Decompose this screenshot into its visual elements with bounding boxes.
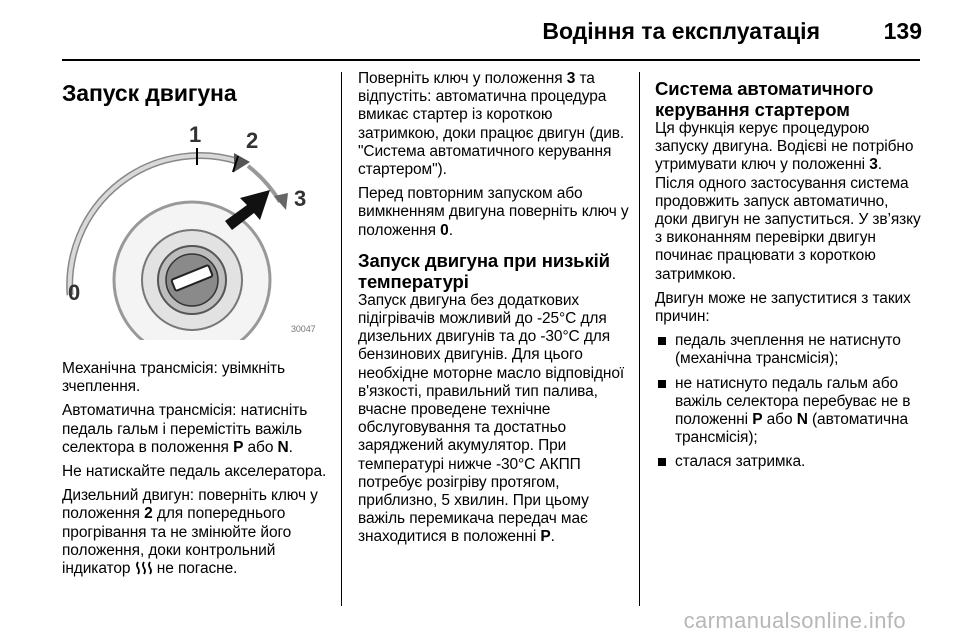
heading-engine-start: Запуск двигуна: [62, 80, 237, 106]
page-number: 139: [883, 18, 922, 44]
heading-cold-start: Запуск двигуна при низькій температурі: [358, 249, 610, 292]
para-function: Ця функція керує процедурою запуску двигуна. Водієві не потрібно утримувати ключ у положенні 3. Після одного застосування система продовжить запуск автоматично, доки двигун не запуститься. У зв’язку з виконанням перевірки двигун починає працювати з короткою затримкою.: [655, 120, 921, 283]
label-position-1: 1: [189, 122, 202, 147]
start-arrow-icon: [274, 193, 288, 210]
heading-starter-control: Система автоматичного керування стартером: [655, 78, 874, 120]
column-3: [655, 70, 923, 478]
reasons-list: [655, 332, 923, 471]
ignition-figure: [62, 120, 327, 340]
label-position-3: 3: [294, 186, 307, 211]
list-item: педаль зчеплення не натиснуто (механічна трансмісія);: [655, 332, 923, 368]
list-item: сталася затримка.: [655, 453, 923, 471]
para-diesel: Дизельний двигун: поверніть ключ у положення 2 для попереднього прогрівання та не змінюйте його положення, доки контрольний індикатор не погасне.: [62, 487, 318, 578]
para-turn-key: Поверніть ключ у положення 3 та відпустіть: автоматична процедура вмикає стартер із короткою затримкою, доки працює двигун (див. "Система автоматичного керування стартером").: [358, 70, 625, 179]
column-divider-1: [341, 72, 342, 606]
glow-plug-icon: [135, 561, 153, 575]
para-cold-start: Запуск двигуна без додаткових підігрівачів можливий до -25°C для дизельних двигунів та до -30°C для бензинових двигунів. Для цього необхідне моторне масло відповідної в'язкості, правильний тип палива, вчасне проведене технічне обслуговування та достатньо заряджений акумулятор. При температурі нижче -30°C АКПП потребує розігріву протягом, приблизно, 5 хвилин. При цьому важіль перемикача передач має знаходитися в положенні P.: [358, 291, 625, 546]
label-position-2: 2: [246, 128, 259, 153]
para-automatic: Автоматична трансмісія: натисніть педаль гальм і перемістіть важіль селектора в положення P або N.: [62, 402, 308, 456]
label-position-0: 0: [68, 280, 81, 305]
para-before-restart: Перед повторним запуском або вимкненням двигуна поверніть ключ у положення 0.: [358, 185, 629, 239]
ignition-diagram: [62, 120, 327, 340]
list-item: не натиснуто педаль гальм або важіль селектора перебуває не в положенні P або N (автоматична трансмісія);: [655, 375, 923, 448]
para-no-throttle: Не натискайте педаль акселератора.: [62, 463, 327, 481]
para-manual: Механічна трансмісія: увімкніть зчеплення.: [62, 360, 286, 396]
column-divider-2: [639, 72, 640, 606]
watermark: carmanualsonline.info: [683, 608, 906, 633]
section-title: Водіння та експлуатація: [542, 18, 820, 44]
column-1: [62, 70, 328, 584]
para-reasons: Двигун може не запуститися з таких причин:: [655, 289, 911, 326]
header-rule: [62, 59, 920, 61]
figure-code: 30047: [291, 324, 316, 334]
column-2: [358, 70, 630, 553]
